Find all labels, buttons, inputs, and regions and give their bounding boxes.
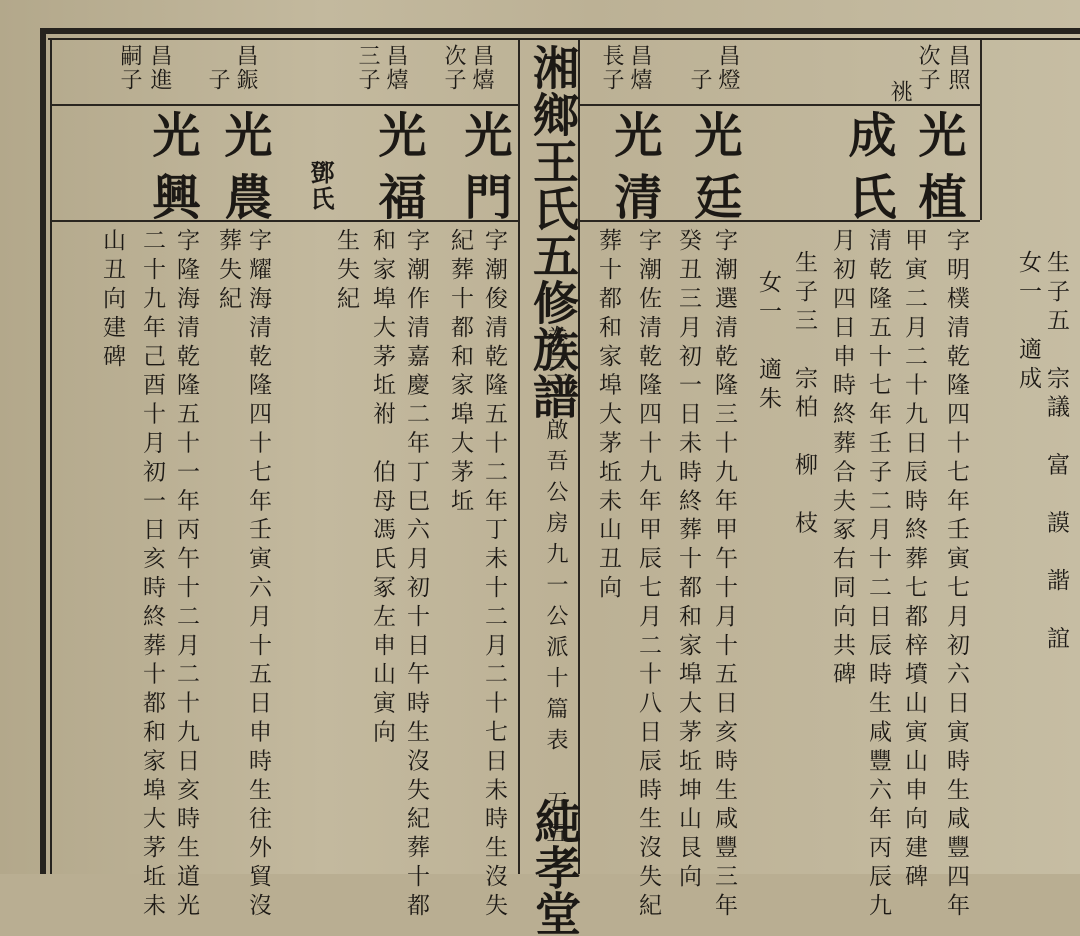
parent-ref-chang-jin	[148, 44, 170, 92]
bio-column: 生失紀	[333, 228, 359, 315]
bio-column: 生子三 宗柏 柳 枝	[791, 250, 817, 539]
parent-ref-chang-xi-1: 昌熺	[627, 44, 652, 92]
person-name-guang-zhi: 光植	[910, 110, 966, 234]
bio-column: 女一 適朱	[755, 270, 781, 415]
bio-column: 清乾隆五十七年壬子二月十二日辰時生咸豐六年丙辰九	[865, 228, 891, 922]
bio-column: 癸丑三月初一日未時終葬十都和家埠大茅坵坤山艮向	[675, 228, 701, 893]
rule-left-upper	[52, 104, 518, 106]
bio-column: 月初四日申時終葬合夫冢右同向共碑	[829, 228, 855, 691]
bio-column: 字潮作清嘉慶二年丁巳六月初十日午時生沒失紀葬十都	[403, 228, 429, 922]
parent-ref-chang-xi-2: 昌熺	[469, 44, 494, 92]
bio-column: 字潮選清乾隆三十九年甲午十月十五日亥時生咸豐三年	[711, 228, 737, 922]
person-name-guang-men: 光門	[456, 110, 512, 234]
book-title: 湘鄉王氏五修族譜	[526, 44, 580, 420]
right-edge-divider	[980, 40, 982, 220]
frame-top-border	[40, 28, 1080, 34]
bio-column: 字潮俊清乾隆五十二年丁未十二月二十七日未時生沒失	[481, 228, 507, 922]
parent-ref-chang-deng: 昌燈	[715, 44, 740, 92]
volume-info: 卷三 啟吾公房九一公派十篇表 五五	[543, 325, 568, 852]
parent-ref-chang-yin: 昌鋠	[233, 44, 258, 92]
parent-ref-relation: 次子	[441, 44, 466, 92]
parent-ref-name: 昌進	[147, 44, 172, 92]
parent-ref-relation: 三子	[355, 44, 380, 92]
bio-column: 字潮佐清乾隆四十九年甲辰七月二十八日辰時生沒失紀	[635, 228, 661, 922]
parent-ref-relation: 次子	[915, 44, 940, 92]
bio-column: 字耀海清乾隆四十七年壬寅六月十五日申時生往外貿沒	[245, 228, 271, 922]
hall-name: 純孝堂	[528, 798, 582, 936]
bio-column: 字明樸清乾隆四十七年壬寅七月初六日寅時生咸豐四年	[943, 228, 969, 922]
person-name-guang-xing: 光興	[144, 110, 200, 234]
bio-column: 葬十都和家埠大茅坵未山丑向	[595, 228, 621, 604]
bio-column: 生子五 宗議 富 謨 諧 誼	[1043, 250, 1069, 655]
parent-ref-note: 祧	[887, 80, 912, 104]
bio-column: 甲寅二月二十九日辰時終葬七都梓墳山寅山申向建碑	[901, 228, 927, 893]
person-name-guang-ting: 光廷	[686, 110, 742, 234]
bio-column: 紀葬十都和家埠大茅坵	[447, 228, 473, 517]
parent-ref-chang-zhao: 昌照	[945, 44, 970, 92]
bio-column: 女一 適成	[1015, 250, 1041, 395]
parent-ref-relation: 嗣子	[117, 44, 142, 92]
parent-ref-chang-xi-3: 昌熺	[383, 44, 408, 92]
person-name-guang-qing: 光清	[606, 110, 662, 234]
bio-column: 字隆海清乾隆五十一年丙午十二月二十九日亥時生道光	[173, 228, 199, 922]
person-name-guang-fu: 光福	[370, 110, 426, 234]
bio-column: 和家埠大茅坵祔 伯母馮氏冢左申山寅向	[369, 228, 395, 749]
bio-column: 二十九年己酉十月初一日亥時終葬十都和家埠大茅坵未	[139, 228, 165, 922]
person-name-guang-nong: 光農	[216, 110, 272, 234]
rule-right-upper	[580, 104, 980, 106]
parent-ref-relation: 子	[205, 68, 230, 92]
center-column	[518, 40, 582, 936]
bio-column: 葬失紀	[215, 228, 241, 315]
bio-column: 山丑向建碑	[99, 228, 125, 373]
frame-left-border	[40, 28, 46, 874]
spouse-name: 成氏	[840, 110, 896, 234]
parent-ref-relation: 子	[687, 68, 712, 92]
spouse-name: 鄧氏	[306, 160, 335, 212]
parent-ref-relation: 長子	[599, 44, 624, 92]
frame-left-inner-border	[50, 38, 52, 874]
rule-left-lower	[52, 220, 518, 222]
